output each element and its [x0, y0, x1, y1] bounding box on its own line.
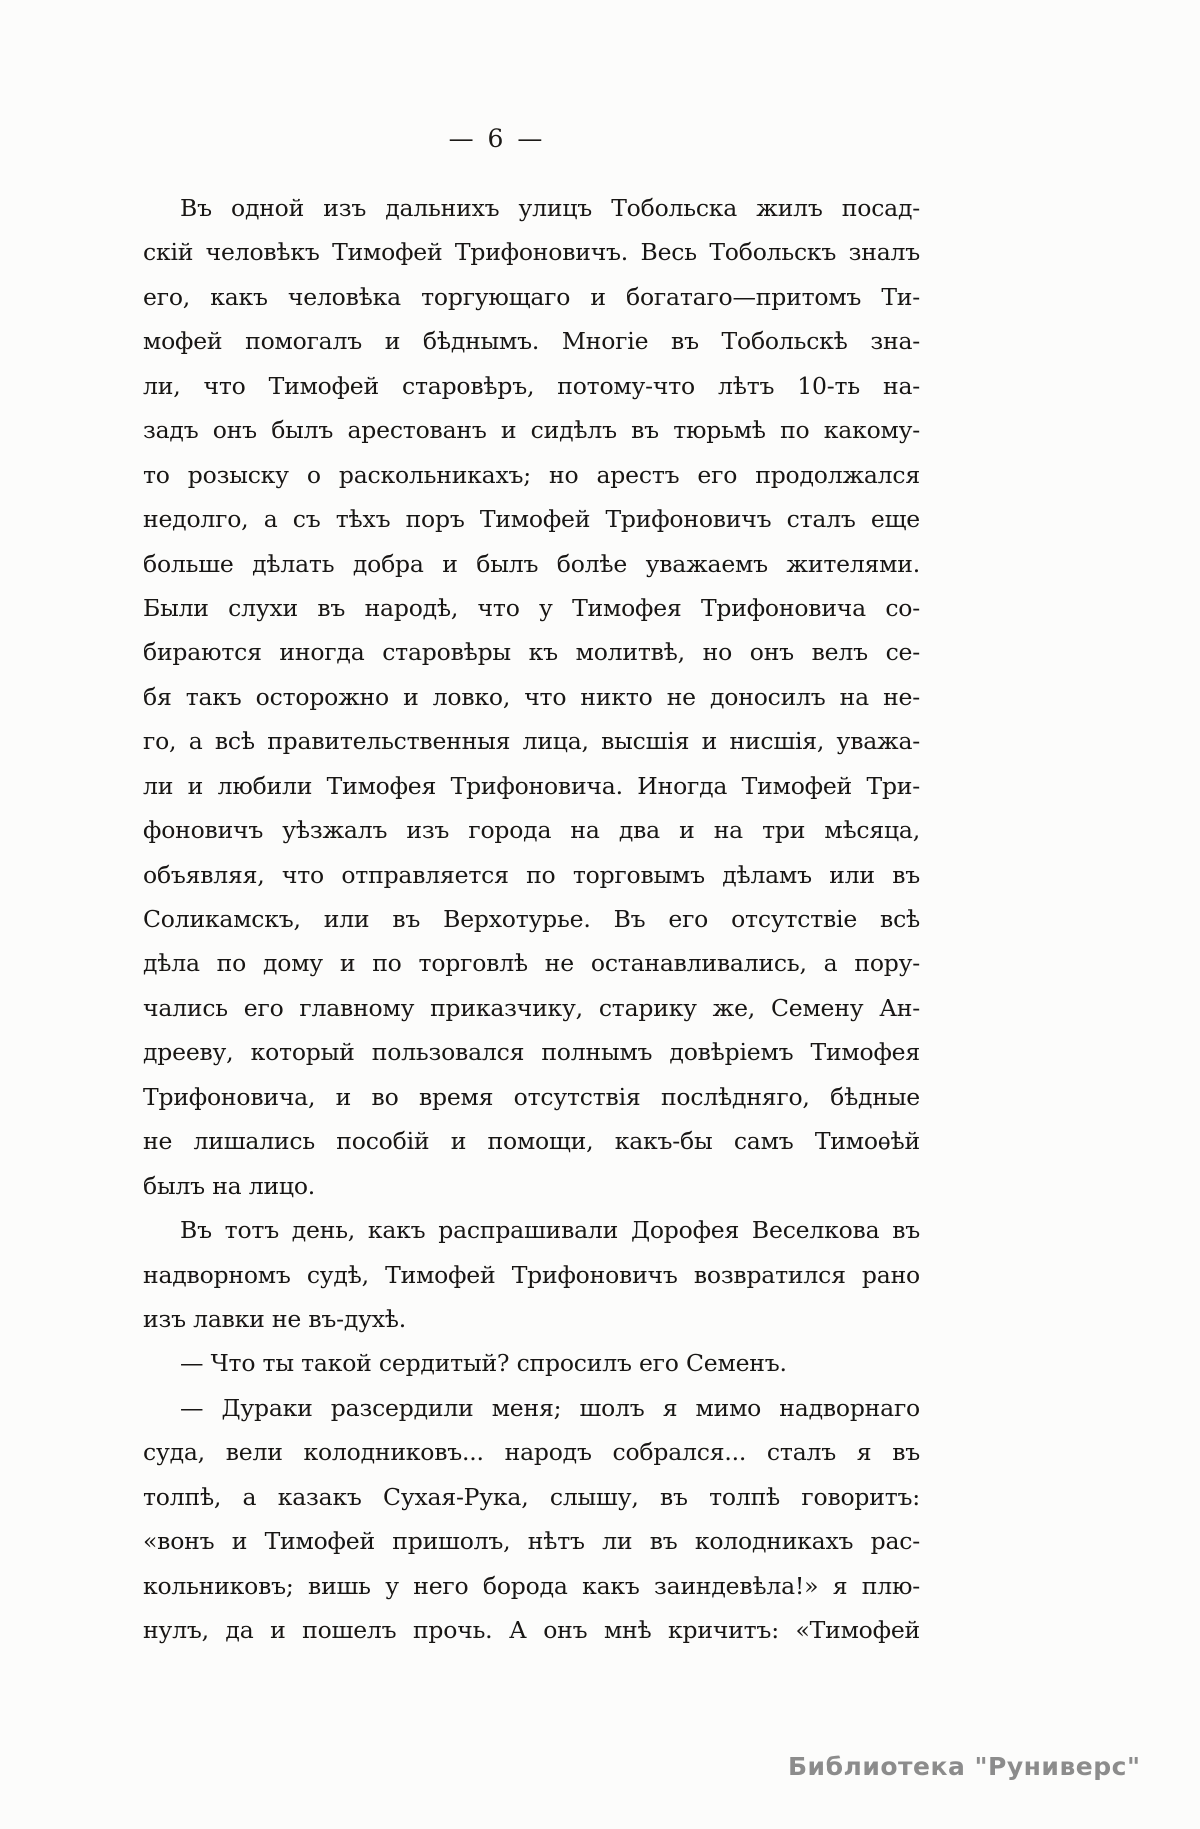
text-line: не лишались пособій и помощи, какъ-бы самъ Тимоѳѣй [143, 1127, 920, 1156]
text-line: былъ на лицо. [143, 1171, 316, 1200]
runiverse-watermark: Библиотека "Руниверс" [788, 1752, 1141, 1781]
text-line: фоновичъ уѣзжалъ изъ города на два и на три мѣсяца, [143, 816, 920, 845]
text-line: Въ тотъ день, какъ распрашивали Дорофея Веселкова въ [180, 1216, 920, 1245]
text-line: то розыску о раскольникахъ; но арестъ его продолжался [143, 460, 920, 489]
text-line: мофей помогалъ и бѣднымъ. Многіе въ Тобольскѣ зна- [143, 327, 920, 356]
text-line: изъ лавки не въ-духѣ. [143, 1304, 407, 1333]
text-line: объявляя, что отправляется по торговымъ дѣламъ или въ [143, 860, 920, 889]
text-line: Трифоновича, и во время отсутствія послѣдняго, бѣдные [143, 1082, 920, 1111]
text-line: недолго, а съ тѣхъ поръ Тимофей Трифоновичъ сталъ еще [143, 505, 920, 534]
body-text-block [143, 186, 920, 1652]
page-number: — 6 — [448, 124, 546, 153]
text-line: ли и любили Тимофея Трифоновича. Иногда Тимофей Три- [143, 771, 920, 800]
text-line: Въ одной изъ дальнихъ улицъ Тобольска жилъ посад- [180, 194, 920, 222]
text-line: надворномъ судѣ, Тимофей Трифоновичъ возвратился рано [143, 1260, 920, 1289]
text-line: скій человѣкъ Тимофей Трифоновичъ. Весь Тобольскъ зналъ [143, 238, 920, 267]
text-line: больше дѣлать добра и былъ болѣе уважаемъ жителями. [143, 549, 920, 578]
text-line: Были слухи въ народѣ, что у Тимофея Трифоновича со- [143, 593, 920, 622]
text-line: «вонъ и Тимофей пришолъ, нѣтъ ли въ колодникахъ рас- [143, 1527, 920, 1556]
text-line: бя такъ осторожно и ловко, что никто не доносилъ на не- [143, 682, 920, 711]
text-line: дрееву, который пользовался полнымъ довѣріемъ Тимофея [143, 1038, 920, 1067]
text-line: го, а всѣ правительственныя лица, высшія и нисшія, уважа- [143, 727, 920, 756]
text-line: суда, вели колодниковъ... народъ собрался... сталъ я въ [143, 1438, 920, 1467]
text-line: задъ онъ былъ арестованъ и сидѣлъ въ тюрьмѣ по какому- [143, 416, 920, 445]
text-line: ли, что Тимофей старовѣръ, потому-что лѣтъ 10-ть на- [143, 371, 920, 400]
text-line: дѣла по дому и по торговлѣ не останавливались, а пору- [143, 949, 920, 978]
text-line: его, какъ человѣка торгующаго и богатаго—притомъ Ти- [143, 282, 920, 311]
text-line: кольниковъ; вишь у него борода какъ заиндевѣла!» я плю- [143, 1571, 920, 1600]
text-line: — Дураки разсердили меня; шолъ я мимо надворнаго [180, 1393, 920, 1422]
text-line: бираются иногда старовѣры къ молитвѣ, но онъ велъ се- [143, 638, 920, 667]
text-line: чались его главному приказчику, старику же, Семену Ан- [143, 993, 920, 1022]
text-line: — Что ты такой сердитый? спросилъ его Семенъ. [180, 1349, 787, 1378]
text-line: нулъ, да и пошелъ прочь. А онъ мнѣ кричитъ: «Тимофей [143, 1616, 920, 1644]
text-line: толпѣ, а казакъ Сухая-Рука, слышу, въ толпѣ говоритъ: [143, 1482, 920, 1511]
text-line: Соликамскъ, или въ Верхотурье. Въ его отсутствіе всѣ [143, 905, 920, 933]
